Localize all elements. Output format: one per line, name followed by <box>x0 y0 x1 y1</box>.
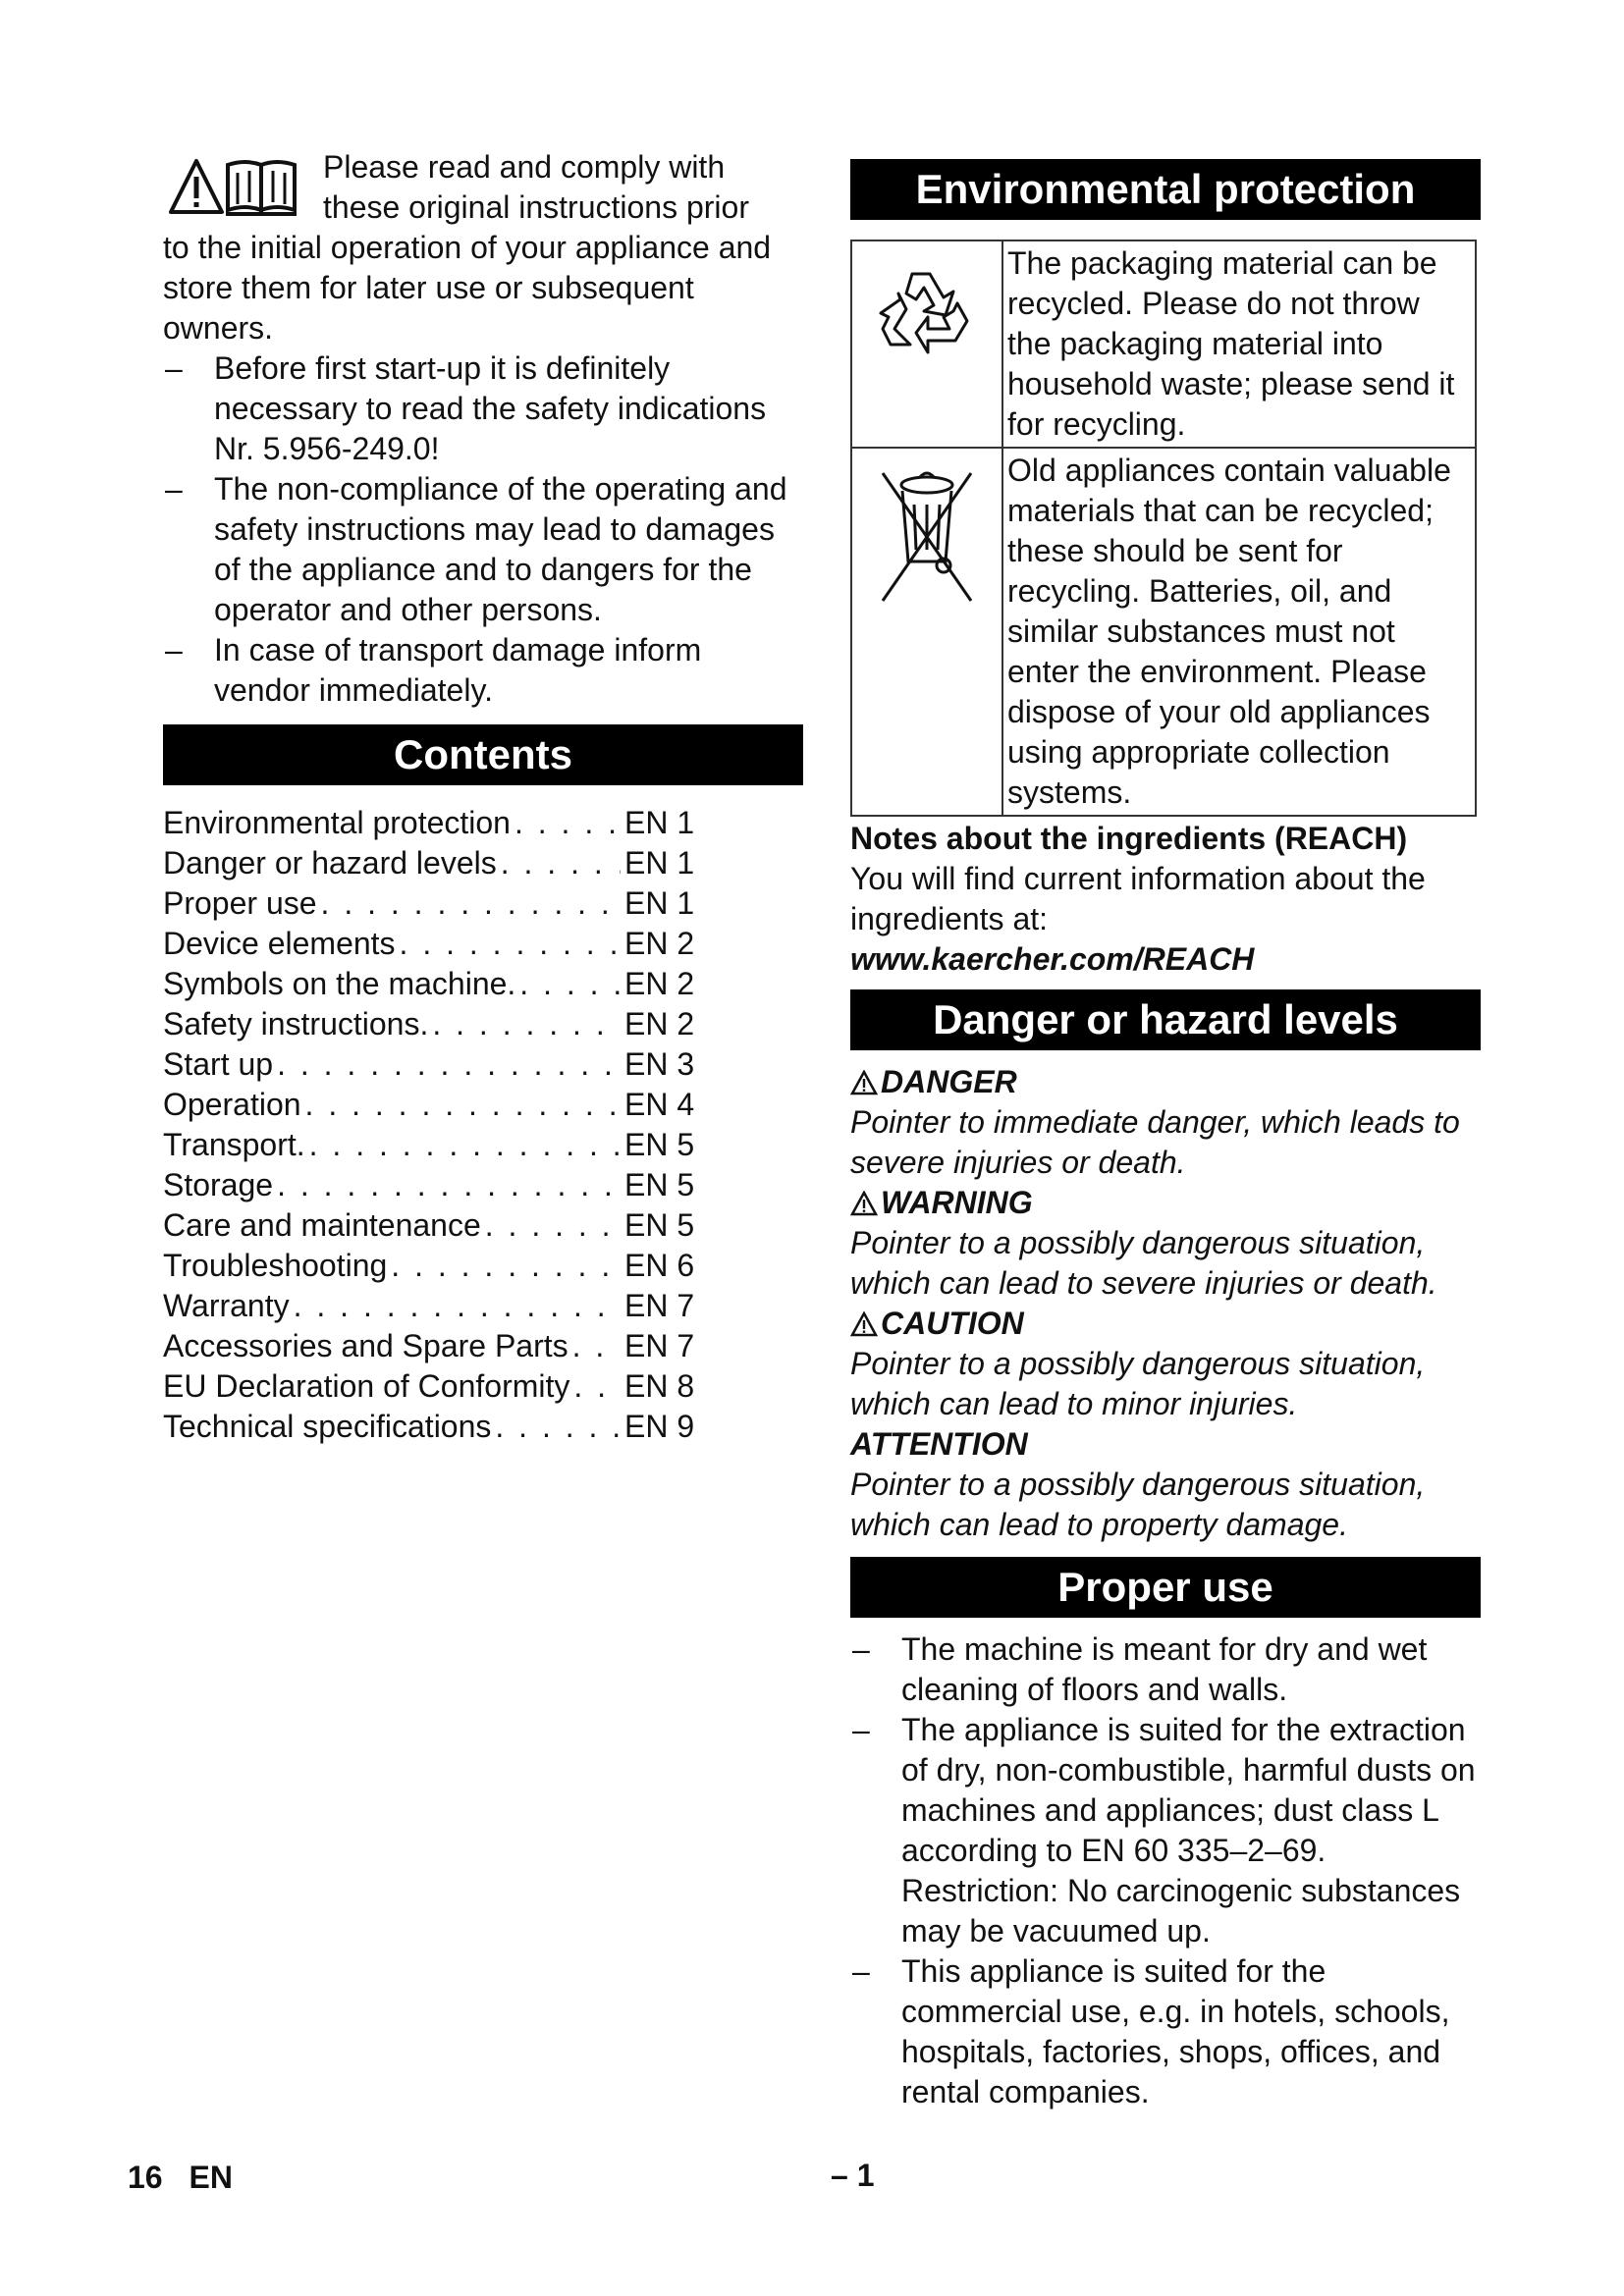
contents-heading: Contents <box>163 724 803 785</box>
proper-use-bullets <box>850 1629 1481 2112</box>
toc-entry[interactable]: Start up . . . EN 3 <box>163 1044 705 1085</box>
warning-title: WARNING <box>850 1183 1481 1223</box>
warning-icon <box>850 1311 878 1337</box>
caution-description: Pointer to a possibly dangerous situation, which can lead to minor injuries. <box>850 1346 1426 1421</box>
reach-link[interactable]: www.kaercher.com/REACH <box>850 941 1255 977</box>
toc-entry[interactable]: Troubleshooting . . . EN 6 <box>163 1246 705 1286</box>
proper-use-bullet: – This appliance is suited for the commercial use, e.g. in hotels, schools, hospitals, factories, shops, offices, and rental companies. <box>850 1951 1481 2112</box>
toc-entry[interactable]: Warranty . . . EN 7 <box>163 1286 705 1326</box>
right-column <box>850 159 1481 2112</box>
intro-bullet: – Before first start-up it is definitely necessary to read the safety indications Nr. 5.956-249.0! <box>163 348 803 469</box>
environment-row <box>851 448 1476 816</box>
warning-icon <box>850 1191 878 1216</box>
warning-description: Pointer to a possibly dangerous situation, which can lead to severe injuries or death. <box>850 1225 1437 1301</box>
intro-bullet: – In case of transport damage inform vendor immediately. <box>163 630 803 711</box>
toc-entry[interactable]: Care and maintenance . . . EN 5 <box>163 1205 705 1246</box>
toc-entry[interactable]: Environmental protection . . . EN 1 <box>163 803 705 843</box>
proper-use-bullet: – The appliance is suited for the extraction of dry, non-combustible, harmful dusts on machines and appliances; dust class L according to EN 60 335–2–69. Restriction: No carcinogenic substances may be vacuumed up. <box>850 1710 1481 1951</box>
toc-entry[interactable]: EU Declaration of Conformity . . . EN 8 <box>163 1366 705 1407</box>
recycle-icon <box>873 256 981 364</box>
toc-entry[interactable]: Danger or hazard levels . . . EN 1 <box>163 843 705 883</box>
toc-entry[interactable]: Device elements . . . EN 2 <box>163 924 705 964</box>
reach-heading: Notes about the ingredients (REACH) <box>850 821 1408 856</box>
section-page-number: – 1 <box>831 2158 875 2193</box>
intro-bullet: – The non-compliance of the operating and safety instructions may lead to damages of the appliance and to dangers for the operator and other persons. <box>163 469 803 630</box>
danger-title: DANGER <box>850 1062 1481 1102</box>
attention-description: Pointer to a possibly dangerous situation, which can lead to property damage. <box>850 1467 1426 1542</box>
toc-entry[interactable]: Storage . . . EN 5 <box>163 1165 705 1205</box>
danger-description: Pointer to immediate danger, which leads to severe injuries or death. <box>850 1104 1460 1180</box>
intro-header <box>163 147 803 228</box>
left-column <box>163 147 803 1447</box>
footer-page-info <box>128 2160 250 2196</box>
environmental-protection-heading: Environmental protection <box>850 159 1481 220</box>
reach-text: You will find current information about the ingredients at: <box>850 861 1426 936</box>
toc-entry[interactable]: Proper use . . . EN 1 <box>163 883 705 924</box>
packaging-recycling-text: The packaging material can be recycled. Please do not throw the packaging material into household waste; please send it for recycling. <box>1002 240 1476 448</box>
proper-use-heading: Proper use <box>850 1557 1481 1618</box>
toc-entry[interactable]: Symbols on the machine. . . . EN 2 <box>163 964 705 1004</box>
caution-title: CAUTION <box>850 1304 1481 1344</box>
page-number: 16 <box>128 2160 163 2195</box>
intro-bullets <box>163 348 803 711</box>
environment-table <box>850 240 1477 817</box>
toc-entry[interactable]: Accessories and Spare Parts . . . EN 7 <box>163 1326 705 1366</box>
crossed-bin-icon <box>873 463 981 611</box>
proper-use-bullet: – The machine is meant for dry and wet cleaning of floors and walls. <box>850 1629 1481 1710</box>
old-appliances-text: Old appliances contain valuable materials that can be recycled; these should be sent for recycling. Batteries, oil, and similar substances must not enter the environment. Please dispose of your old appliances using appropriate collection systems. <box>1002 448 1476 816</box>
toc-entry[interactable]: Safety instructions. . . . EN 2 <box>163 1004 705 1044</box>
table-of-contents <box>163 803 803 1447</box>
language-code: EN <box>189 2160 233 2195</box>
danger-levels-heading: Danger or hazard levels <box>850 989 1481 1050</box>
environment-row <box>851 240 1476 448</box>
warning-icon <box>850 1070 878 1095</box>
attention-title: ATTENTION <box>850 1426 1028 1462</box>
intro-text: to the initial operation of your appliance and store them for later use or subsequent owners. <box>163 230 772 346</box>
intro-lead: Please read and comply with these original instructions prior <box>323 149 749 225</box>
warning-and-manual-icon <box>167 155 314 220</box>
hazard-levels <box>850 1062 1481 1545</box>
toc-entry[interactable]: Technical specifications . . . EN 9 <box>163 1407 705 1447</box>
toc-entry[interactable]: Transport. . . . EN 5 <box>163 1125 705 1165</box>
toc-entry[interactable]: Operation . . . EN 4 <box>163 1085 705 1125</box>
